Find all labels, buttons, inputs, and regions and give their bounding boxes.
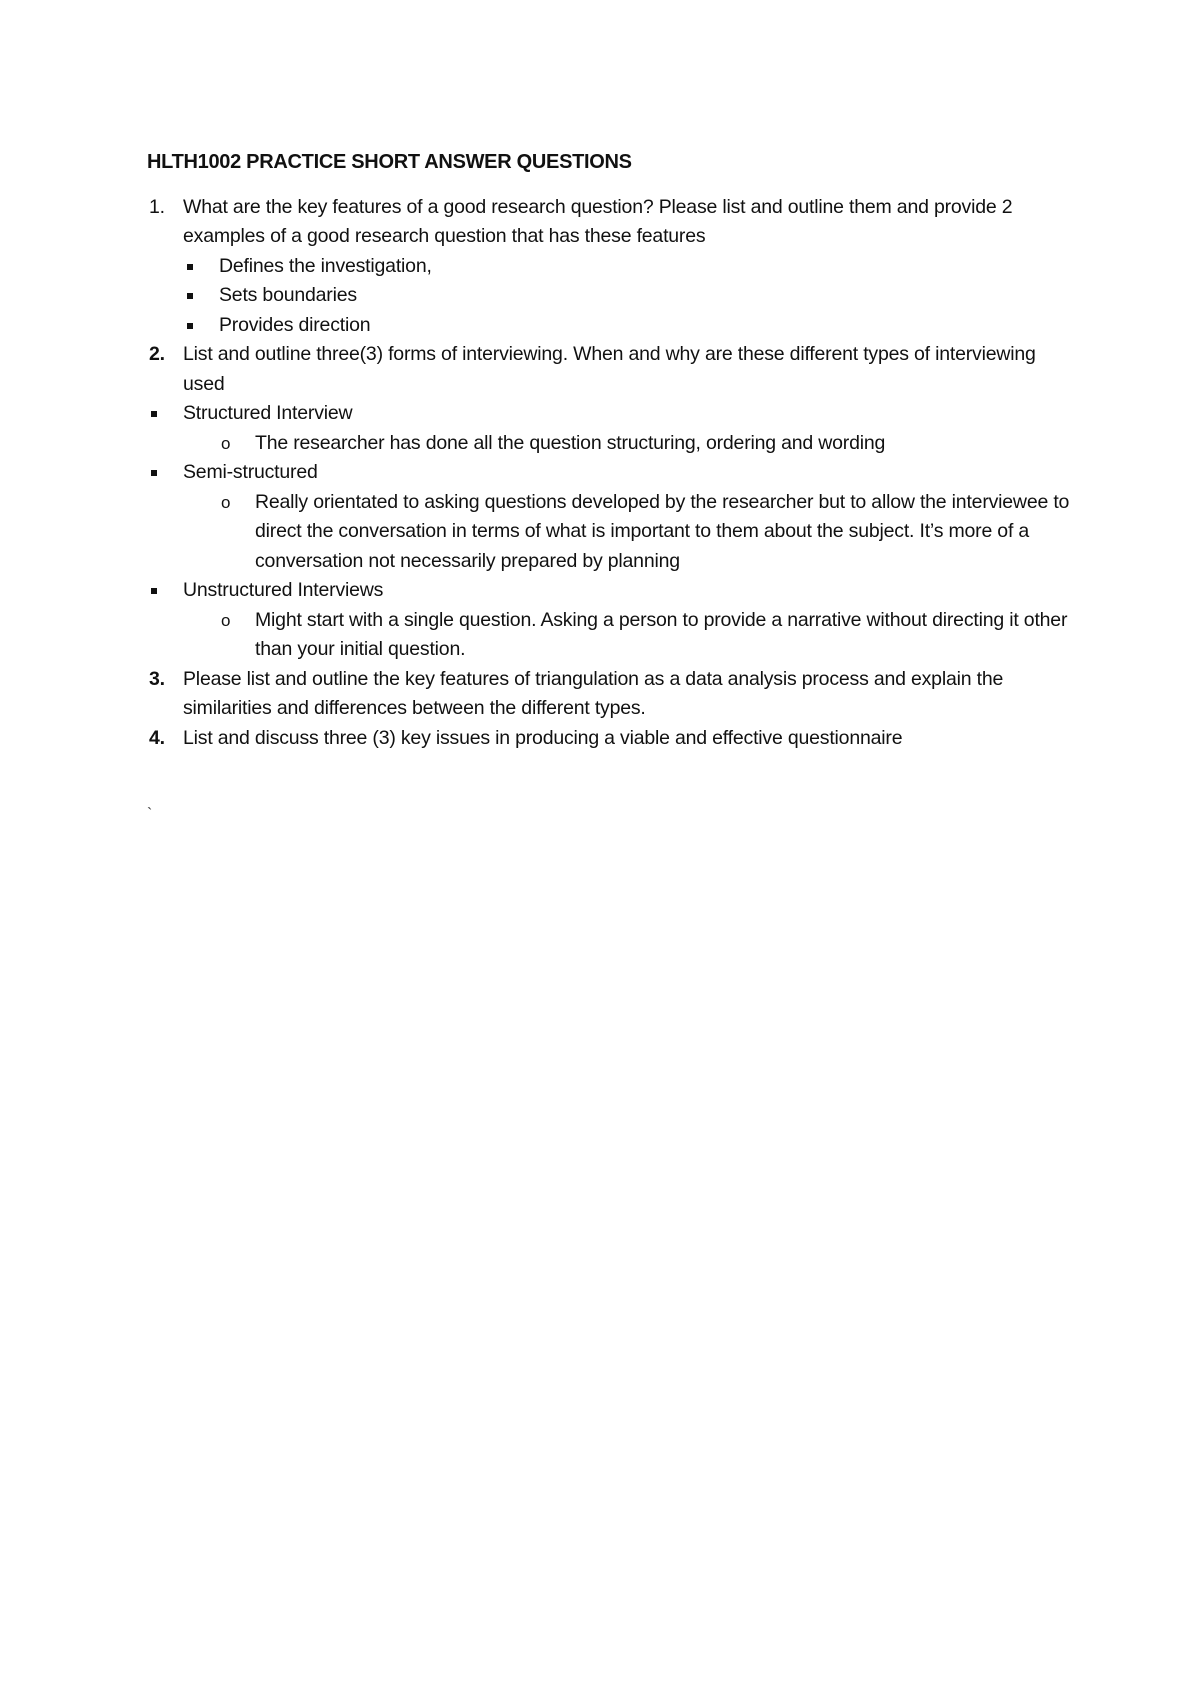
sub-list-item xyxy=(147,488,1077,577)
stray-mark: ` xyxy=(147,806,153,823)
list-item xyxy=(147,311,1077,341)
question-4 xyxy=(147,724,1077,754)
question-number: 3. xyxy=(149,667,165,690)
list-item-text: Provides direction xyxy=(219,313,371,336)
document-title: HLTH1002 PRACTICE SHORT ANSWER QUESTIONS xyxy=(147,151,632,173)
question-3 xyxy=(147,665,1077,724)
list-item-text: Semi-structured xyxy=(183,461,318,483)
circle-bullet-icon: o xyxy=(221,610,231,630)
square-bullet-icon xyxy=(187,323,193,329)
list-item-text: Defines the investigation, xyxy=(219,254,432,277)
circle-bullet-icon: o xyxy=(221,433,231,453)
question-1 xyxy=(147,193,1077,252)
list-item xyxy=(147,252,1077,282)
square-bullet-icon xyxy=(151,588,157,594)
sub-list-item xyxy=(147,606,1077,665)
question-2 xyxy=(147,340,1077,399)
circle-bullet-icon: o xyxy=(221,492,231,512)
question-number: 1. xyxy=(149,195,165,218)
document-content xyxy=(147,148,1077,753)
question-text: List and discuss three (3) key issues in producing a viable and effective questionnaire xyxy=(183,726,903,749)
sub-list-item-text: The researcher has done all the question structuring, ordering and wording xyxy=(255,431,886,454)
list-item xyxy=(147,458,1077,488)
sub-list-item-text: Really orientated to asking questions developed by the researcher but to allow the interviewee to direct the conversation in terms of what is important to them about the subject. It’s more of a conversation not necessarily prepared by planning xyxy=(255,490,1070,572)
list-item-text: Unstructured Interviews xyxy=(183,579,384,601)
question-text: What are the key features of a good research question? Please list and outline them and provide 2 examples of a good research question that has these features xyxy=(183,195,1013,247)
sub-list-item xyxy=(147,429,1077,459)
question-number: 2. xyxy=(149,343,165,365)
list-item-text: Sets boundaries xyxy=(219,284,357,306)
square-bullet-icon xyxy=(151,470,157,476)
list-item-text: Structured Interview xyxy=(183,402,353,424)
square-bullet-icon xyxy=(187,264,193,270)
question-number: 4. xyxy=(149,726,165,749)
square-bullet-icon xyxy=(151,411,157,417)
question-text: List and outline three(3) forms of interviewing. When and why are these different types of interviewing used xyxy=(183,343,1036,395)
question-text: Please list and outline the key features of triangulation as a data analysis process and explain the similarities and differences between the different types. xyxy=(183,667,1004,719)
sub-list-item-text: Might start with a single question. Asking a person to provide a narrative without directing it other than your initial question. xyxy=(255,608,1068,660)
square-bullet-icon xyxy=(187,293,193,299)
list-item xyxy=(147,281,1077,311)
list-item xyxy=(147,576,1077,606)
list-item xyxy=(147,399,1077,429)
